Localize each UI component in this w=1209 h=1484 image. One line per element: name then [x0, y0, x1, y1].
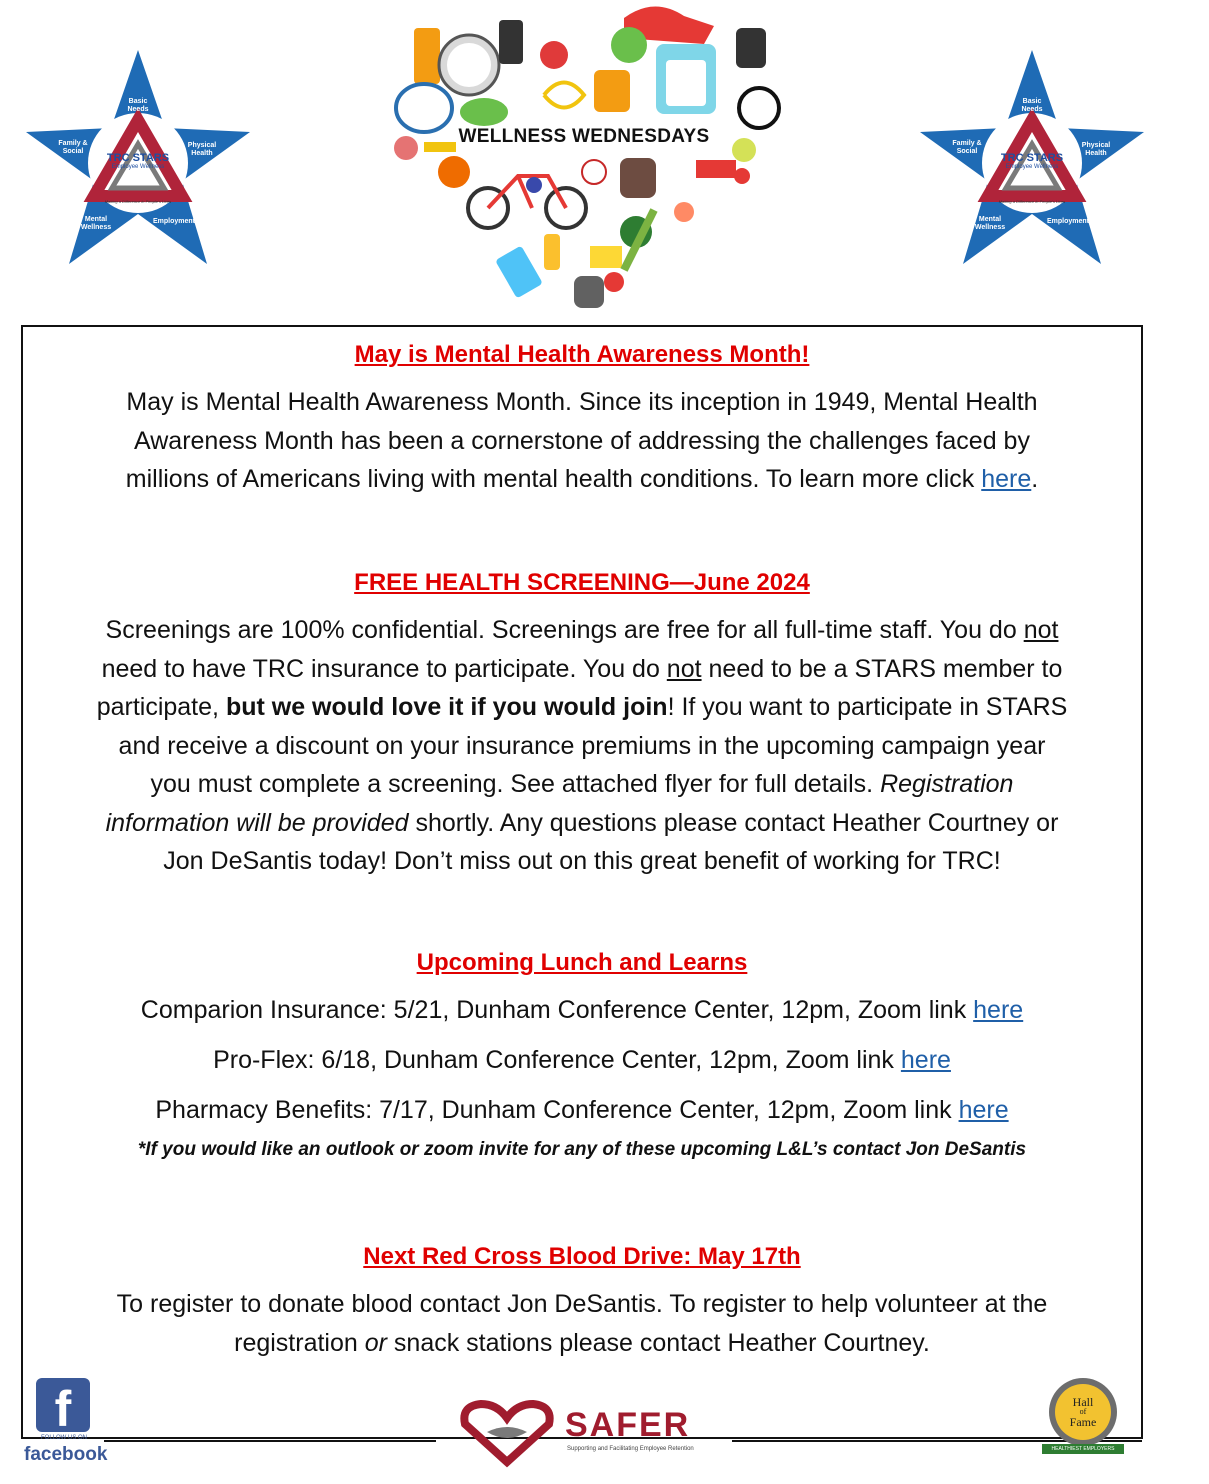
star-point-top: Basic Needs [127, 98, 149, 113]
screening-line7: Jon DeSantis today! Don’t miss out on this great benefit of working for TRC! [163, 847, 1001, 875]
blood-drive-line2a: registration [234, 1328, 365, 1357]
footer-divider-left [104, 1440, 436, 1442]
wellness-wednesdays-title: WELLNESS WEDNESDAYS [458, 126, 710, 147]
star-point-left: Family & Social [952, 140, 982, 155]
screening-line3c: ! If you want to participate in STARS [667, 693, 1068, 721]
screening-line1: Screenings are 100% confidential. Screenings are free for all full-time staff. You do [105, 616, 1024, 644]
mental-health-line3: millions of Americans living with mental health conditions. To learn more click [125, 465, 982, 493]
mental-health-line1: May is Mental Health Awareness Month. Since its inception in 1949, Mental Health [126, 388, 1038, 416]
hall-of-fame-text [1058, 1396, 1108, 1428]
screening-line2b: need to be a STARS member to [701, 654, 1063, 683]
wellness-heart-illustration [384, 0, 784, 318]
lunch-learn-note: *If you would like an outlook or zoom invite for any of these upcoming L&L’s contact Jon DeSantis [137, 1139, 1027, 1160]
section-blood-drive [23, 1241, 1141, 1362]
screening-bold-join: but we would love it if you would join [225, 693, 668, 721]
screening-line4: and receive a discount on your insurance premiums in the upcoming campaign year [118, 731, 1046, 760]
section-title-health-screening: FREE HEALTH SCREENING—June 2024 [354, 569, 810, 596]
handshake-heart-icon [457, 1398, 557, 1468]
star-point-left: Family & Social [58, 140, 88, 155]
trc-stars-logo-left [22, 48, 254, 268]
safer-logo [457, 1398, 727, 1468]
section-title-mental-health: May is Mental Health Awareness Month! [354, 341, 810, 368]
screening-italic-registration: Registration [880, 770, 1014, 798]
hall-of-fame-ribbon: HEALTHIEST EMPLOYERS [1042, 1444, 1124, 1454]
trc-stars-logo-right [916, 48, 1148, 268]
blood-drive-line2b: snack stations please contact Heather Courtney. [386, 1328, 930, 1357]
facebook-follow-text: FOLLOW US ON [40, 1435, 87, 1441]
screening-line6: shortly. Any questions please contact Heather Courtney or [408, 808, 1059, 837]
screening-not-1: not [1023, 616, 1059, 644]
star-point-bottom-right: Employment [1046, 218, 1089, 225]
screening-italic-info: information will be provided [105, 808, 409, 837]
lunch-learn-text: Pro-Flex: 6/18, Dunham Conference Center, 12pm, Zoom link [213, 1046, 901, 1074]
star-logo-title: TRC STARS [1000, 152, 1064, 164]
mental-health-line2: Awareness Month has been a cornerstone of addressing the challenges faced by [134, 426, 1030, 455]
lunch-learn-text: Pharmacy Benefits: 7/17, Dunham Conference Center, 12pm, Zoom link [155, 1096, 959, 1124]
facebook-f-glyph: f [54, 1381, 72, 1437]
section-title-lunch-and-learns: Upcoming Lunch and Learns [416, 949, 748, 976]
zoom-link-comparion[interactable]: here [973, 996, 1024, 1024]
facebook-follow-badge[interactable] [24, 1378, 108, 1470]
star-logo-subtitle: Employee Wellness [1005, 164, 1059, 170]
star-point-bottom-left: Mental Wellness [80, 216, 112, 231]
period: . [1031, 465, 1039, 493]
lunch-learn-item [23, 1045, 1141, 1075]
lunch-learn-item [23, 995, 1141, 1025]
star-point-bottom-right: Employment [152, 218, 195, 225]
lunch-learn-item [23, 1095, 1141, 1125]
star-point-right: Physical Health [1081, 142, 1111, 157]
screening-not-2: not [666, 654, 702, 683]
newsletter-content [21, 325, 1143, 1439]
hof-line3: Fame [1069, 1415, 1097, 1429]
zoom-link-pharmacy[interactable]: here [958, 1096, 1009, 1124]
star-point-right: Physical Health [187, 142, 217, 157]
facebook-wordmark: facebook [24, 1444, 108, 1465]
section-health-screening [23, 567, 1141, 881]
heart-icon [384, 0, 784, 318]
star-logo-tagline: Making a Difference in People's Lives [998, 199, 1066, 204]
star-point-bottom-left: Mental Wellness [974, 216, 1006, 231]
screening-line2a: need to have TRC insurance to participate. You do [101, 654, 667, 683]
hof-line2: of [1079, 1407, 1087, 1416]
hof-line1: Hall [1072, 1395, 1094, 1409]
star-logo-subtitle: Employee Wellness [111, 164, 165, 170]
hall-of-fame-badge [1038, 1376, 1128, 1462]
lunch-learn-text: Comparion Insurance: 5/21, Dunham Conference Center, 12pm, Zoom link [140, 996, 974, 1024]
section-lunch-and-learns [23, 947, 1141, 1163]
star-point-top: Basic Needs [1021, 98, 1043, 113]
blood-drive-italic-or: or [364, 1328, 387, 1357]
zoom-link-proflex[interactable]: here [900, 1046, 951, 1074]
section-title-blood-drive: Next Red Cross Blood Drive: May 17th [363, 1243, 801, 1270]
mental-health-learn-more-link[interactable]: here [981, 465, 1032, 493]
screening-line5: you must complete a screening. See attached flyer for full details. [150, 770, 881, 798]
safer-tagline: Supporting and Facilitating Employee Retention [567, 1446, 694, 1452]
star-logo-tagline: Making a Difference in People's Lives [104, 199, 172, 204]
blood-drive-line1: To register to donate blood contact Jon DeSantis. To register to help volunteer at the [116, 1290, 1048, 1318]
screening-line3a: participate, [96, 693, 226, 721]
safer-wordmark: SAFER [565, 1406, 691, 1444]
section-mental-health [23, 339, 1141, 499]
star-logo-title: TRC STARS [106, 152, 170, 164]
